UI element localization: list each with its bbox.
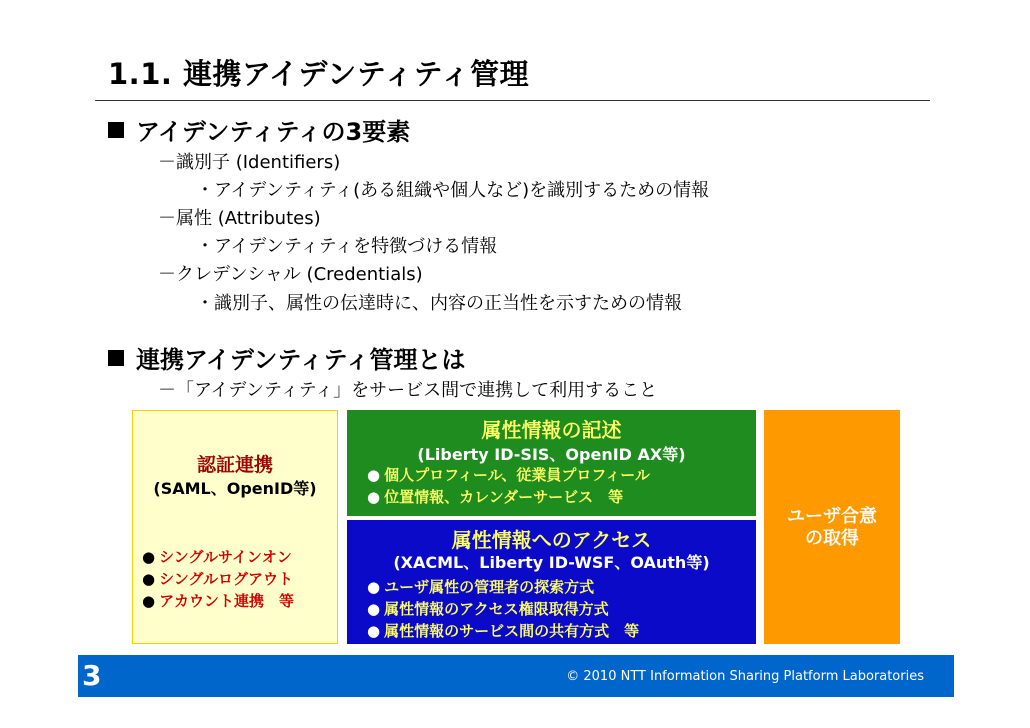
list-item: ● 個人プロフィール、従業員プロフィール [367, 466, 650, 484]
credential-detail: ・識別子、属性の伝達時に、内容の正当性を示すための情報 [196, 293, 682, 314]
attr-subtitle: (Liberty ID-SIS、OpenID AX等) [417, 445, 686, 464]
identifier-item: －識別子 (Identifiers) [158, 152, 341, 173]
consent-line-2: の取得 [805, 528, 859, 549]
access-title: 属性情報へのアクセス [451, 528, 652, 552]
bullet-dot-icon: ● [367, 622, 381, 640]
attr-bullet-list [367, 464, 650, 508]
federation-definition: －「アイデンティティ」をサービス間で連携して利用すること [158, 380, 658, 401]
auth-bullet-list [142, 546, 294, 612]
auth-title: 認証連携 [196, 454, 273, 476]
bullet-dot-icon: ● [367, 488, 381, 506]
square-bullet-icon [108, 350, 124, 366]
consent-line-1: ユーザ合意 [787, 506, 877, 527]
list-item: ● シングルログアウト [142, 570, 293, 588]
bullet-dot-icon: ● [142, 570, 156, 588]
slide-title: 1.1. 連携アイデンティティ管理 [108, 57, 530, 91]
attribute-detail: ・アイデンティティを特徴づける情報 [196, 236, 498, 257]
section2-heading [108, 340, 466, 375]
section1-heading [108, 112, 410, 147]
list-item: ● 属性情報のサービス間の共有方式 等 [367, 622, 640, 640]
list-item: ● ユーザ属性の管理者の探索方式 [367, 578, 595, 596]
bullet-dot-icon: ● [142, 592, 156, 610]
bullet-dot-icon: ● [367, 466, 381, 484]
auth-subtitle: (SAML、OpenID等) [153, 479, 317, 498]
page-number: 3 [82, 659, 102, 692]
attr-title: 属性情報の記述 [481, 418, 622, 442]
user-consent-box [762, 408, 902, 646]
attribute-description-box [345, 408, 758, 518]
bullet-dot-icon: ● [367, 600, 381, 618]
bullet-dot-icon: ● [142, 548, 156, 566]
square-bullet-icon [108, 122, 124, 138]
list-item: ● シングルサインオン [142, 548, 292, 566]
credential-item: －クレデンシャル (Credentials) [158, 264, 423, 285]
list-item: ● 属性情報のアクセス権限取得方式 [367, 600, 609, 618]
section1-heading-text: アイデンティティの3要素 [136, 118, 411, 146]
access-subtitle: (XACML、Liberty ID-WSF、OAuth等) [393, 553, 710, 572]
access-bullet-list [367, 576, 639, 642]
identifier-detail: ・アイデンティティ(ある組織や個人など)を識別するための情報 [196, 180, 710, 201]
attribute-access-box [345, 518, 758, 646]
title-divider [95, 100, 930, 101]
list-item: ● 位置情報、カレンダーサービス 等 [367, 488, 624, 506]
list-item: ● アカウント連携 等 [142, 592, 294, 610]
copyright-text: © 2010 NTT Information Sharing Platform Laboratories [566, 669, 924, 684]
auth-federation-box [130, 408, 340, 646]
section2-heading-text: 連携アイデンティティ管理とは [136, 346, 466, 374]
attribute-item: －属性 (Attributes) [158, 208, 321, 229]
consent-text [764, 506, 900, 550]
bullet-dot-icon: ● [367, 578, 381, 596]
footer-bar [78, 655, 954, 697]
